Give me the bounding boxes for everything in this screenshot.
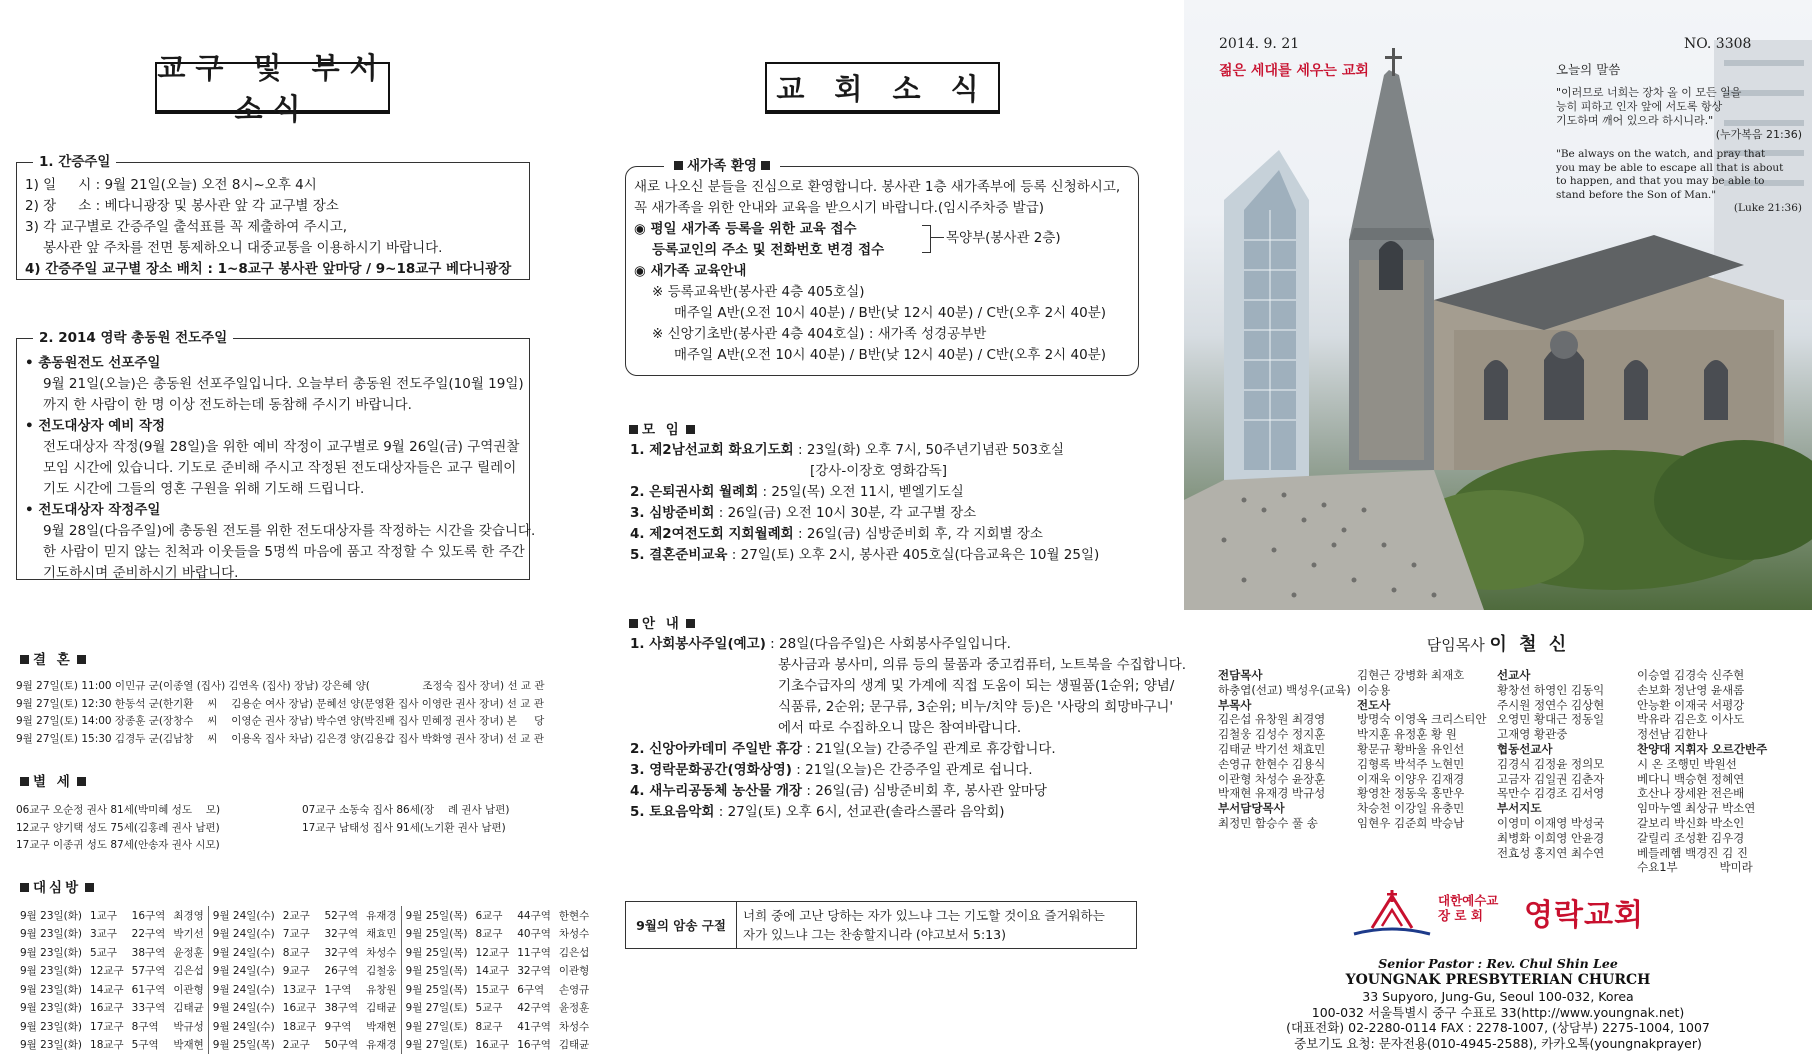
visitation-cell: 6구역 [517, 983, 545, 996]
notice-item [630, 760, 1186, 781]
memory-verse-box [625, 901, 1137, 949]
notice-item-text: 봉사금과 봉사미, 의류 등의 물품과 중고컴퓨터, 노트북을 수집합니다. [778, 657, 1187, 673]
meeting-item-text: : 26일(금) 심방준비회 후, 각 지회별 장소 [793, 526, 1043, 542]
visitation-cell: 8교구 [475, 928, 503, 941]
brace-mark [922, 225, 931, 253]
meeting-item-label: 3. 심방준비회 [630, 505, 715, 521]
staff-names: 김태균 박기선 채효민 [1218, 741, 1326, 756]
left-page-title: 교구 및 부서소식 [155, 62, 390, 114]
new-family-line: 새로 나오신 분들을 진심으로 환영합니다. 봉사관 1층 새가족부에 등록 신청하시고, [634, 179, 1121, 195]
visitation-row [16, 962, 593, 981]
staff-names: 수요1부 박미라 [1637, 860, 1753, 875]
visitation-cell: 44구역 [517, 909, 551, 922]
visitation-cell: 41구역 [517, 1020, 551, 1033]
todays-word-korean [1556, 86, 1802, 142]
evangelism-line: 기도 시간에 그들의 영혼 구원을 위해 기도해 드립니다. [43, 481, 365, 497]
wedding-row: 9월 27일(토) 15:30 김경두 군(김남창 씨 이용옥 집사 차남) 김은경 양(김용갑 집사 박화영 권사 장녀) 선 교 관 [16, 732, 544, 745]
staff-column [1637, 668, 1767, 875]
staff-names: 이승열 김경숙 신주현 [1637, 668, 1745, 682]
notice-item-text: : 26일(금) 심방준비회 후, 봉사관 앞마당 [802, 783, 1047, 799]
staff-names: 김경식 김정윤 정의모 [1497, 756, 1605, 771]
notice-item-text: 식품류, 2순위; 문구류, 3순위; 비누/치약 등)은 '사랑의 희망바구니' [778, 699, 1174, 715]
visitation-cell: 38구역 [131, 946, 166, 959]
staff-names: 김현근 강병화 최재호 [1357, 668, 1465, 682]
staff-names: 박재현 유재경 박규성 [1218, 786, 1326, 801]
notice-heading: 안 내 [625, 612, 699, 632]
visitation-cell: 15교구 [475, 983, 510, 996]
staff-names: 안능환 이재국 서평강 [1637, 697, 1745, 712]
visitation-cell: 9월 23일(화) [20, 983, 83, 996]
visitation-cell: 9월 25일(목) [212, 1039, 275, 1052]
visitation-cell: 16교구 [282, 1002, 317, 1015]
senior-pastor-name: 이 철 신 [1489, 634, 1570, 655]
staff-names: 주시원 정연수 김상현 [1497, 697, 1605, 712]
visitation-cell: 9월 25일(목) [405, 983, 468, 996]
notice-item-label: 1. 사회봉사주일(예고) [630, 636, 766, 652]
notice-item [630, 676, 1186, 697]
issue-date: 2014. 9. 21 [1219, 36, 1300, 52]
staff-role: 부서담당목사 [1218, 801, 1285, 816]
church-slogan: 젊은 세대를 세우는 교회 [1219, 63, 1369, 79]
box-testimony-title: 1. 간증주일 [33, 152, 116, 172]
evangelism-lines [17, 339, 536, 584]
staff-names: 전효성 홍지연 최수연 [1497, 845, 1605, 860]
memory-verse-line: 너희 중에 고난 당하는 자가 있느냐 그는 기도할 것이요 즐거워하는 [743, 908, 1105, 923]
notice-item [630, 739, 1186, 760]
evangelism-line: 한 사람이 믿지 않는 친척과 이웃들을 5명씩 마음에 품고 작정할 수 있도록 한 주간 [43, 544, 525, 560]
church-footer [1184, 955, 1812, 1051]
visitation-cell: 18교구 [282, 1020, 317, 1033]
visitation-cell: 11구역 [517, 946, 551, 959]
visitation-cell: 이관형 [169, 980, 208, 999]
visitation-cell: 2교구 [282, 909, 310, 922]
visitation-row [16, 1017, 593, 1036]
visitation-cell: 차성수 [558, 1020, 590, 1033]
staff-names: 호산나 장세완 전은배 [1637, 786, 1745, 801]
visitation-cell: 1구역 [324, 983, 352, 996]
footer-church-name: YOUNGNAK PRESBYTERIAN CHURCH [1345, 972, 1651, 988]
new-family-title: 새가족 환영 [664, 156, 780, 176]
visitation-cell: 40구역 [517, 928, 551, 941]
deaths-list-left [16, 802, 220, 855]
visitation-cell: 9월 25일(목) [405, 965, 468, 978]
evangelism-section-heading: • 전도대상자 작정주일 [25, 502, 161, 518]
visitation-cell: 윤정훈 [169, 943, 208, 962]
testimony-line: 4) 간증주일 교구별 장소 배치 : 1~8교구 봉사관 앞마당 / 9~18교구 베다니광장 [25, 261, 512, 277]
box-evangelism [16, 330, 536, 581]
staff-names: 고재영 황관중 [1497, 727, 1568, 742]
notice-item-label: 5. 토요음악회 [630, 804, 715, 820]
staff-role: 전담목사 [1218, 668, 1263, 682]
staff-names: 갈릴리 조성환 김우경 [1637, 830, 1745, 845]
visitation-cell: 8교구 [475, 1020, 503, 1033]
visitation-cell: 최경영 [169, 906, 208, 925]
staff-names: 김은섭 유창원 최경영 [1218, 712, 1326, 727]
logo-church-name: 영락교회 [1524, 898, 1644, 933]
education-heading: ◉ 새가족 교육안내 [634, 263, 747, 279]
education-line: ※ 신앙기초반(봉사관 4층 404호실) : 새가족 성경공부반 [652, 326, 987, 342]
visitation-cell: 1교구 [90, 909, 117, 922]
visitation-cell: 박재현 [169, 1036, 208, 1055]
visitation-cell: 김태균 [169, 999, 208, 1018]
box-evangelism-title: 2. 2014 영락 총동원 전도주일 [33, 328, 233, 348]
meeting-item [630, 440, 1099, 461]
notice-item-text: : 21일(오늘)은 간증주일 관계로 쉽니다. [791, 762, 1033, 778]
wedding-row: 9월 27일(토) 14:00 장종훈 군(장창수 씨 이영순 권사 장남) 박수연 양(박진배 집사 민혜정 권사 장녀) 본 당 [16, 715, 545, 728]
notice-item-label: 4. 새누리공동체 농산물 개장 [630, 783, 803, 799]
visitation-cell: 9월 24일(수) [212, 965, 275, 978]
evangelism-line: 모임 시간에 있습니다. 기도로 준비해 주시고 작정된 전도대상자들은 교구 릴레이 [43, 460, 517, 476]
staff-names: 임현우 김준희 박승남 [1357, 815, 1465, 830]
visitation-cell: 9월 25일(목) [405, 946, 468, 959]
staff-names: 시 온 조행민 박원선 [1637, 756, 1737, 771]
visitation-row [16, 1036, 593, 1055]
middle-panel [600, 0, 1187, 1055]
memory-verse-label: 9월의 암송 구절 [626, 902, 737, 948]
wedding-list [16, 678, 545, 748]
todays-word-heading: 오늘의 말씀 [1556, 62, 1621, 77]
staff-names: 이승용 [1357, 682, 1391, 697]
staff-names: 김형록 박석주 노현민 [1357, 756, 1465, 771]
memory-verse-line: 자가 있느냐 그는 찬송할지니라 (야고보서 5:13) [743, 927, 1006, 942]
staff-column [1357, 668, 1487, 831]
visitation-cell: 18교구 [90, 1039, 124, 1052]
meeting-item-text: : 23일(화) 오후 7시, 50주년기념관 503호실 [793, 442, 1065, 458]
evangelism-section-heading: • 총동원전도 선포주일 [25, 355, 161, 371]
visitation-cell: 9월 23일(화) [20, 1039, 83, 1052]
evangelism-line: 9월 28일(다음주일)에 총동원 전도를 위한 전도대상자를 작정하는 시간을 갖습니다. [43, 523, 536, 539]
middle-page-title: 교 회 소 식 [765, 62, 1000, 114]
staff-names: 황창선 하영인 김동익 [1497, 682, 1605, 697]
meeting-item-label: 4. 제2여전도회 지회월례회 [630, 526, 794, 542]
address-change-item: 등록교인의 주소 및 전화번호 변경 접수 [652, 242, 885, 258]
registration-group [634, 219, 1130, 261]
staff-role: 선교사 [1497, 668, 1531, 682]
meeting-item [630, 503, 1099, 524]
notice-item [630, 697, 1186, 718]
visitation-cell: 16교구 [475, 1039, 510, 1052]
meeting-item-label: 2. 은퇴권사회 월례회 [630, 484, 759, 500]
box-new-family [625, 158, 1139, 376]
staff-role: 협동선교사 [1497, 741, 1553, 756]
visitation-cell: 6교구 [475, 909, 503, 922]
meeting-item [630, 545, 1099, 566]
visitation-cell: 12교구 [90, 965, 124, 978]
visitation-row [16, 943, 593, 962]
visitation-cell: 61구역 [131, 983, 166, 996]
visitation-cell: 9교구 [282, 965, 310, 978]
logo-denomination-line: 대한예수교 [1438, 893, 1499, 908]
visitation-cell: 박기선 [169, 925, 208, 944]
death-notice: 07교구 소동숙 집사 86세(장 례 권사 남편) [302, 804, 510, 816]
visitation-cell: 9월 23일(화) [20, 946, 83, 959]
visitation-cell: 9월 24일(수) [212, 909, 275, 922]
staff-names: 이재욱 이양우 김재경 [1357, 771, 1465, 786]
footer-phone: (대표전화) 02-2280-0114 FAX : 2278-1007, (상담부) 2275-1004, 1007 [1286, 1020, 1710, 1035]
staff-role: 전도사 [1357, 697, 1391, 712]
verse-line: "Be always on the watch, and pray that [1556, 148, 1766, 160]
notice-item-label: 2. 신앙아카데미 주일반 휴강 [630, 741, 803, 757]
visitation-cell: 42구역 [517, 1002, 551, 1015]
visitation-cell: 9월 24일(수) [212, 1002, 275, 1015]
testimony-line: 봉사관 앞 주차를 전면 통제하오니 대중교통을 이용하시기 바랍니다. [43, 240, 443, 256]
footer-prayer-request: 중보기도 요청: 문자전용(010-4945-2588), 카카오톡(youngnakprayer) [1294, 1035, 1702, 1051]
senior-pastor-label: 담임목사 [1426, 636, 1485, 654]
evangelism-line: 9월 21일(오늘)은 총동원 선포주일입니다. 오늘부터 총동원 전도주일(10월 19일) [43, 376, 524, 392]
verse-reference: (Luke 21:36) [1733, 202, 1802, 214]
left-panel [0, 0, 590, 1055]
visitation-cell: 9월 23일(화) [20, 1020, 83, 1033]
meeting-item-label: 1. 제2남선교회 화요기도회 [630, 442, 794, 458]
visitation-cell: 32구역 [517, 965, 551, 978]
box-testimony-sunday [16, 154, 530, 280]
visitation-row [16, 925, 593, 944]
visitation-cell: 박재현 [362, 1017, 401, 1036]
visitation-row [16, 999, 593, 1018]
staff-names: 하충엽(선교) 백성우(교육) [1218, 682, 1351, 697]
visitation-cell: 손영규 [558, 983, 590, 996]
issue-number: NO. 3308 [1684, 36, 1752, 52]
evangelism-line: 전도대상자 작정(9월 28일)을 위한 예비 작정이 교구별로 9월 26일(금) 구역권찰 [43, 439, 520, 455]
testimony-line: 1) 일 시 : 9월 21일(오늘) 오전 8시~오후 4시 [25, 177, 317, 193]
evangelism-line: 기도하시며 준비하시기 바랍니다. [43, 565, 239, 581]
visitation-cell: 9월 24일(수) [212, 946, 275, 959]
visitation-cell: 9월 25일(목) [405, 928, 468, 941]
verse-line: to happen, and that you may be able to [1556, 175, 1765, 187]
visitation-cell: 14교구 [90, 983, 124, 996]
staff-names: 황영찬 정동욱 홍만우 [1357, 786, 1465, 801]
notice-item-label: 3. 영락문화공간(영화상영) [630, 762, 792, 778]
visitation-cell: 3교구 [90, 928, 117, 941]
staff-names: 황문규 황바울 유인선 [1357, 741, 1465, 756]
visitation-cell: 32구역 [324, 928, 359, 941]
visitation-cell: 9월 27일(토) [405, 1002, 468, 1015]
staff-names: 차승천 이강일 유충민 [1357, 801, 1465, 816]
staff-role: 부목사 [1218, 697, 1252, 712]
visitation-cell: 13교구 [282, 983, 317, 996]
death-notice: 17교구 이종귀 성도 87세(안송자 권사 시모) [16, 839, 220, 852]
visitation-cell: 김태균 [558, 1039, 590, 1052]
visitation-cell: 9월 27일(토) [405, 1020, 468, 1033]
verse-line: 능히 피하고 인자 앞에 서도록 항상 [1556, 100, 1723, 113]
wedding-row: 9월 27일(토) 11:00 이민규 군(이종열 (집사) 김연옥 (집사) 장남) 강은혜 양( 조정숙 집사 장녀) 선 교 관 [16, 680, 545, 692]
visitation-cell: 채효민 [362, 925, 401, 944]
meeting-item [630, 461, 1099, 482]
visitation-cell: 한현수 [558, 909, 590, 922]
visitation-cell: 16구역 [517, 1039, 551, 1052]
staff-names: 최정민 함승수 풀 송 [1218, 815, 1318, 830]
education-line: ※ 등록교육반(봉사관 4층 405호실) [652, 284, 865, 300]
deaths-heading: 별 세 [16, 770, 90, 790]
footer-senior-pastor: Senior Pastor : Rev. Chul Shin Lee [1378, 956, 1618, 971]
notice-item [630, 718, 1186, 739]
visitation-cell: 9월 23일(화) [20, 909, 83, 922]
visitation-cell: 17교구 [90, 1020, 124, 1033]
notice-item [630, 802, 1186, 823]
todays-word-english [1556, 148, 1802, 216]
evangelism-section-heading: • 전도대상자 예비 작정 [25, 418, 166, 434]
new-family-body [626, 167, 1138, 366]
brace-note: 목양부(봉사관 2층) [946, 230, 1061, 246]
logo-denomination [1438, 893, 1498, 923]
meeting-heading: 모 임 [625, 418, 699, 438]
notice-item-text: 에서 따로 수집하오니 많은 참여바랍니다. [778, 720, 1022, 736]
visitation-cell: 이관형 [558, 965, 590, 978]
visitation-cell: 9월 24일(수) [212, 983, 275, 996]
visitation-cell: 16구역 [131, 909, 166, 922]
visitation-cell: 차성수 [362, 943, 401, 962]
staff-column [1218, 668, 1351, 831]
logo-denomination-line: 장 로 회 [1438, 908, 1483, 923]
staff-names: 임마누엘 최상규 박소연 [1637, 801, 1756, 816]
visitation-cell: 박규성 [169, 1017, 208, 1036]
visitation-cell: 9월 23일(화) [20, 965, 83, 978]
staff-names: 방명숙 이영옥 크리스티안 [1357, 712, 1487, 727]
education-line: 매주일 A반(오전 10시 40분) / B반(낮 12시 40분) / C반(오후 2시 40분) [674, 347, 1107, 363]
notice-item-text: 기초수급자의 생계 및 가계에 직접 도움이 되는 생필품(1순위; 양념/ [778, 678, 1175, 694]
staff-names: 박유라 김은호 이사도 [1637, 712, 1745, 727]
testimony-line: 2) 장 소 : 베다니광장 및 봉사관 앞 각 교구별 장소 [25, 198, 339, 214]
testimony-lines [17, 163, 529, 280]
notice-item [630, 781, 1186, 802]
death-notice: 17교구 남태성 집사 91세(노기환 권사 남편) [302, 821, 506, 834]
visitation-cell: 9월 23일(화) [20, 1002, 83, 1015]
staff-names: 최병화 이희영 안윤경 [1497, 830, 1605, 845]
visitation-cell: 12교구 [475, 946, 510, 959]
visitation-cell: 9구역 [324, 1020, 352, 1033]
visitation-cell: 김철웅 [362, 962, 401, 981]
verse-reference: (누가복음 21:36) [1715, 128, 1802, 141]
meeting-item-text: : 27일(토) 오후 2시, 봉사관 405호실(다음교육은 10월 25일) [727, 547, 1100, 563]
meeting-item-text: : 25일(목) 오전 11시, 벧엘기도실 [758, 484, 964, 500]
visitation-cell: 8교구 [282, 946, 310, 959]
visitation-cell: 26구역 [324, 965, 359, 978]
staff-names: 오영민 황대근 정동일 [1497, 712, 1605, 727]
new-family-line: 꼭 새가족을 위한 안내와 교육을 받으시기 바랍니다.(임시주차증 발급) [634, 200, 1045, 216]
visitation-cell: 5구역 [131, 1039, 159, 1052]
meeting-list [630, 440, 1099, 566]
verse-line: stand before the Son of Man." [1556, 188, 1717, 201]
church-photo [1184, 0, 1812, 610]
staff-names: 김철웅 김성수 정지훈 [1218, 727, 1326, 742]
senior-pastor [1184, 630, 1812, 656]
staff-names: 손보화 정난영 윤새롬 [1637, 682, 1745, 697]
visitation-cell: 33구역 [131, 1002, 166, 1015]
staff-role: 부서지도 [1497, 801, 1542, 816]
notice-item-text: : 27일(토) 오후 6시, 선교관(솔라스콜라 음악회) [714, 804, 1005, 820]
visitation-cell: 14교구 [475, 965, 510, 978]
memory-verse-text [737, 902, 1136, 948]
notice-list [630, 634, 1186, 823]
evangelism-line: 까지 한 사람이 한 명 이상 전도하는데 동참해 주시기 바랍니다. [43, 397, 412, 413]
verse-line: you may be able to escape all that is about [1556, 161, 1784, 174]
wedding-heading: 결 혼 [16, 648, 90, 668]
staff-role: 찬양대 지휘자 오르간반주 [1637, 741, 1768, 756]
staff-column [1497, 668, 1604, 860]
visitation-cell: 9월 24일(수) [212, 1020, 275, 1033]
verse-line: "이러므로 너희는 장차 올 이 모든 일을 [1556, 86, 1742, 99]
staff-names: 손영규 한현수 김용식 [1218, 756, 1326, 771]
wedding-row: 9월 27일(토) 12:30 한동석 군(한기환 씨 김용순 여사 장남) 문혜선 양(문영환 집사 이영란 권사 장녀) 선 교 관 [16, 697, 544, 710]
visitation-cell: 22구역 [131, 928, 166, 941]
visitation-cell: 윤정훈 [558, 1002, 590, 1015]
visitation-cell: 8구역 [131, 1020, 159, 1033]
staff-names: 베들레헴 백경진 김 진 [1637, 845, 1748, 860]
staff-names: 갈보리 박신화 박소인 [1637, 815, 1745, 830]
notice-item-text: : 28일(다음주일)은 사회봉사주일입니다. [765, 636, 1011, 652]
visitation-cell: 9월 27일(토) [405, 1039, 468, 1052]
staff-names: 고금자 김일권 김춘자 [1497, 771, 1605, 786]
visitation-cell: 38구역 [324, 1002, 359, 1015]
church-logo [1352, 890, 1652, 940]
death-notice: 12교구 양기택 성도 75세(김홍례 권사 남편) [16, 821, 220, 834]
visitation-cell: 김은섭 [169, 962, 208, 981]
footer-address-ko: 100-032 서울특별시 중구 수표로 33(http://www.youngnak.net) [1311, 1004, 1685, 1020]
testimony-line: 3) 각 교구별로 간증주일 출석표를 꼭 제출하여 주시고, [25, 219, 348, 235]
visitation-cell: 7교구 [282, 928, 310, 941]
staff-names: 정선남 김한나 [1637, 727, 1708, 742]
meeting-item [630, 524, 1099, 545]
visitation-row [16, 980, 593, 999]
visitation-cell: 16교구 [90, 1002, 124, 1015]
visitation-table [16, 906, 593, 1054]
visitation-row [16, 906, 593, 925]
brace-line [930, 237, 944, 238]
footer-address-en: 33 Supyoro, Jung-Gu, Seoul 100-032, Korea [1362, 989, 1634, 1004]
right-panel [1184, 0, 1812, 1055]
notice-item-text: : 21일(오늘) 간증주일 관계로 휴강합니다. [802, 741, 1056, 757]
visitation-cell: 2교구 [282, 1039, 310, 1052]
staff-names: 이영미 이재영 박성국 [1497, 815, 1605, 830]
visitation-cell: 유창원 [362, 980, 401, 999]
notice-item [630, 634, 1186, 655]
staff-names: 이관형 차성수 윤장훈 [1218, 771, 1326, 786]
visitation-cell: 김태균 [362, 999, 401, 1018]
visitation-cell: 9월 23일(화) [20, 928, 83, 941]
verse-line: 기도하며 깨어 있으라 하시니라." [1556, 114, 1714, 127]
visitation-cell: 50구역 [324, 1039, 359, 1052]
education-line: 매주일 A반(오전 10시 40분) / B반(낮 12시 40분) / C반(오후 2시 40분) [674, 305, 1107, 321]
visitation-heading: 대심방 [16, 876, 98, 896]
meeting-item-text: [강사-이장호 영화감독] [810, 463, 948, 479]
death-notice: 06교구 오순정 권사 81세(박미혜 성도 모) [16, 804, 221, 816]
meeting-item-text: : 26일(금) 오전 10시 30분, 각 교구별 장소 [714, 505, 977, 521]
visitation-cell: 57구역 [131, 965, 166, 978]
visitation-cell: 9월 25일(목) [405, 909, 468, 922]
meeting-item [630, 482, 1099, 503]
visitation-cell: 9월 24일(수) [212, 928, 275, 941]
visitation-cell: 32구역 [324, 946, 359, 959]
visitation-cell: 유재경 [362, 906, 401, 925]
meeting-item-label: 5. 결혼준비교육 [630, 547, 728, 563]
staff-names: 베다니 백승현 정혜연 [1637, 771, 1745, 786]
registration-item: ◉ 평일 새가족 등록을 위한 교육 접수 [634, 221, 857, 237]
visitation-cell: 5교구 [90, 946, 117, 959]
staff-names: 박지훈 유정훈 황 원 [1357, 727, 1457, 742]
visitation-cell: 5교구 [475, 1002, 503, 1015]
notice-item [630, 655, 1186, 676]
visitation-cell: 유재경 [362, 1036, 401, 1055]
visitation-cell: 김은섭 [558, 946, 590, 959]
staff-names: 목만수 김경조 김서영 [1497, 786, 1605, 801]
church-logo-icon [1352, 890, 1432, 938]
visitation-cell: 차성수 [558, 928, 590, 941]
visitation-cell: 52구역 [324, 909, 359, 922]
deaths-list-right [302, 802, 509, 837]
